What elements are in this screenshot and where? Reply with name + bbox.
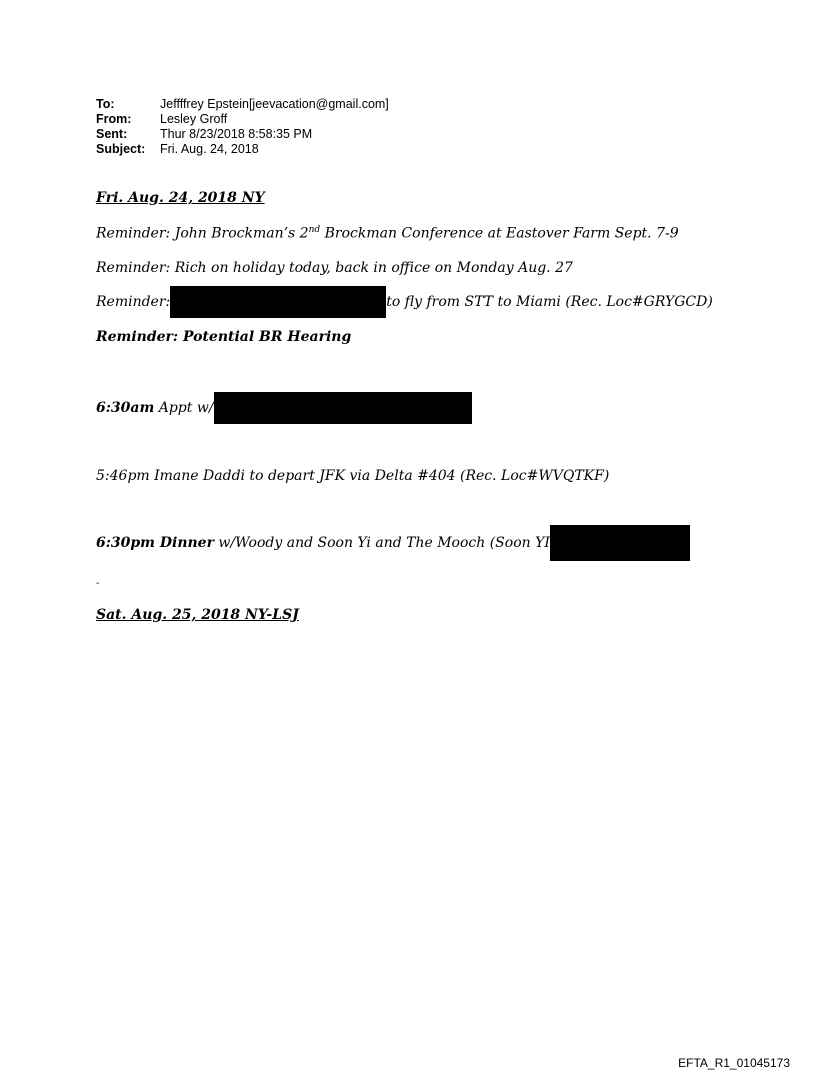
reminder-brockman [96, 225, 679, 242]
redaction-box [170, 286, 386, 318]
email-header [96, 97, 389, 157]
reminder-hearing: Reminder: Potential BR Hearing [96, 329, 352, 345]
subject-value: Fri. Aug. 24, 2018 [160, 142, 259, 156]
dinner-line [96, 525, 690, 561]
dash-mark: - [96, 578, 100, 589]
reminder1-post: Brockman Conference at Eastover Farm Sept. 7-9 [320, 225, 679, 242]
subject-label: Subject: [96, 142, 146, 156]
appt-time: 6:30am [96, 400, 155, 416]
from-row [96, 112, 389, 127]
reminder-rich: Reminder: Rich on holiday today, back in office on Monday Aug. 27 [96, 260, 573, 276]
reminder1-sup: nd [308, 225, 321, 235]
next-date-heading: Sat. Aug. 25, 2018 NY-LSJ [96, 607, 299, 623]
from-value: Lesley Groff [160, 112, 228, 126]
sent-row [96, 127, 389, 142]
to-value: Jeffffrey Epstein[jeevacation@gmail.com] [160, 97, 389, 111]
to-row [96, 97, 389, 112]
reminder3-pre: Reminder: [96, 294, 171, 310]
flight-line: 5:46pm Imane Daddi to depart JFK via Delta #404 (Rec. Loc#WVQTKF) [96, 468, 610, 484]
redaction-box [550, 525, 690, 561]
appt-line [96, 392, 472, 424]
to-label: To: [96, 97, 115, 111]
reminder1-pre: Reminder: John Brockman’s 2 [96, 225, 309, 242]
from-label: From: [96, 112, 132, 126]
document-id: EFTA_R1_01045173 [678, 1056, 790, 1070]
appt-text: Appt w/ [154, 400, 214, 416]
reminder3-post: to fly from STT to Miami (Rec. Loc#GRYGCD) [386, 294, 713, 310]
dinner-text: w/Woody and Soon Yi and The Mooch (Soon YI [213, 535, 550, 551]
subject-row [96, 142, 389, 157]
reminder-flight [96, 286, 713, 318]
redaction-box [214, 392, 472, 424]
dinner-time: 6:30pm Dinner [96, 535, 214, 551]
sent-label: Sent: [96, 127, 128, 141]
sent-value: Thur 8/23/2018 8:58:35 PM [160, 127, 313, 141]
date-heading: Fri. Aug. 24, 2018 NY [96, 190, 265, 206]
